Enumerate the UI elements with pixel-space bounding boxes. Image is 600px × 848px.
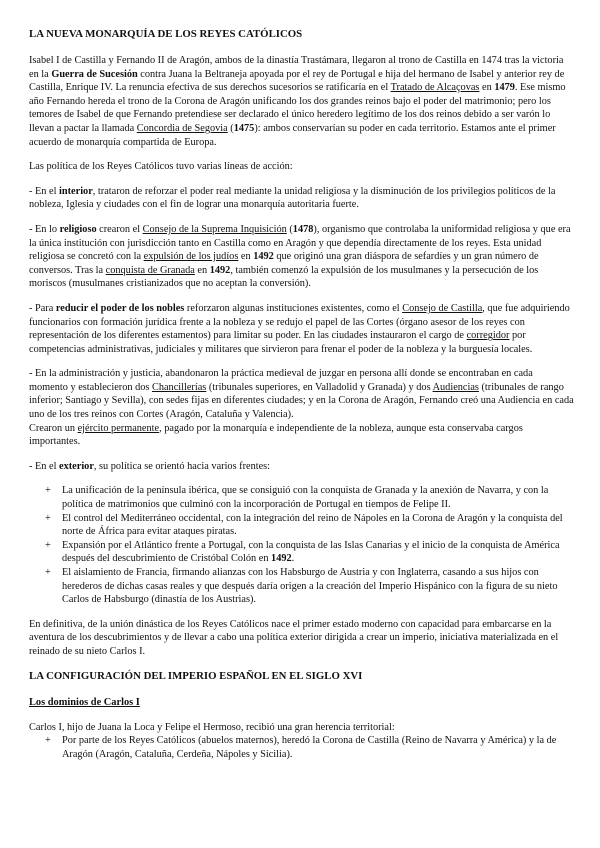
text: , su política se orientó hacia varios frentes:: [93, 460, 271, 472]
bold-text: 1478: [292, 223, 314, 235]
intro-paragraph: [29, 54, 574, 149]
text: en: [194, 264, 210, 276]
text: contra Juana la Beltraneja apoyada por el rey de Portugal e hija del hermano de Isabel y anterior rey de Castilla, Enrique IV. La renuncia efectiva de sus derechos sucesorios se ratificaría en el: [29, 68, 565, 94]
policy-lines-intro: Las política de los Reyes Católicos tuvo varias líneas de acción:: [29, 161, 293, 173]
interior-paragraph: [29, 185, 574, 212]
plus-bullet-icon: +: [45, 735, 51, 747]
underlined-term: Tratado de Alcaçovas: [390, 82, 480, 94]
nobility-paragraph: [29, 302, 574, 356]
text: (tribunales superiores, en Valladolid y Granada) y dos: [206, 381, 433, 393]
list-item-text: Expansión por el Atlántico frente a Portugal, con la conquista de las Islas Canarias y el inicio de la conquista de América después del descubrimiento de Cristóbal Colón en: [62, 539, 560, 565]
list-item-text: El aislamiento de Francia, firmando alianzas con los Habsburgo de Austria y con Inglaterra, casando a sus hijos con herederos de dichas casas reales y que después daría origen a la creación del Imperio Hispánico con la figura de su nieto Carlos de Habsburgo (dinastía de los Austrias).: [62, 567, 558, 606]
text: reforzaron algunas instituciones existentes, como el: [184, 302, 403, 314]
plus-bullet-icon: +: [45, 539, 51, 551]
list-item: [29, 512, 574, 539]
religion-paragraph: [29, 223, 574, 291]
underlined-term: Consejo de Castilla: [402, 302, 483, 314]
exterior-paragraph: [29, 460, 574, 474]
plus-bullet-icon: +: [45, 512, 51, 524]
underlined-term: Audiencias: [432, 381, 479, 393]
underlined-term: Chancillerías: [151, 381, 207, 393]
text: que originó una gran diáspora de sefardíes y un gran número de conversos. Tras la: [29, 251, 539, 276]
subsection-heading: Los dominios de Carlos I: [29, 696, 140, 708]
list-item: [29, 484, 574, 511]
text: Isabel I de Castilla y Fernando II de Aragón, ambos de la dinastía Trastámara, llegaron al trono de Castilla en 1474 tras la victoria en la: [29, 55, 564, 80]
text: , que fue adquiriendo funcionarios con formación jurídica frente a la nobleza y se redujo el papel de las Cortes (órgano asesor de los reyes con representación de los diferentes estamentos) para limitar su poder. En las ciudades instauraron el cargo de: [29, 302, 570, 342]
list-item-text: Por parte de los Reyes Católicos (abuelos maternos), heredó la Corona de Castilla (Reino de Navarra y América) y la de Aragón (Aragón, Cataluña, Cerdeña, Nápoles y Sicilia).: [62, 735, 557, 760]
text: en: [238, 251, 254, 263]
text: - En lo: [29, 223, 60, 235]
list-item: [29, 566, 574, 607]
text: crearon el: [96, 223, 143, 235]
underlined-term: conquista de Granada: [105, 264, 195, 276]
text: en: [479, 82, 495, 94]
plus-bullet-icon: +: [45, 485, 51, 497]
underlined-term: Consejo de la Suprema Inquisición: [142, 223, 287, 235]
bold-text: 1492: [271, 553, 292, 565]
list-item-text: El control del Mediterráneo occidental, con la integración del reino de Nápoles en la Corona de Aragón y la conquista del norte de África para evitar ataques piratas.: [62, 512, 563, 538]
text: , también comenzó la expulsión de los musulmanes y la persecución de los moriscos (musulmanes cristianizados que no aceptan la conversión).: [29, 264, 539, 290]
bold-text: 1475: [233, 122, 255, 134]
list-item: [29, 539, 574, 566]
bold-text: 1492: [209, 264, 231, 276]
exterior-fronts-list: [29, 484, 574, 606]
list-item: [29, 734, 574, 761]
bold-text: reducir el poder de los nobles: [55, 302, 185, 314]
text: (tribunales de rango inferior; Santiago y Sevilla), con sedes fijas en diferentes ciudades; y en la Corona de Aragón, Fernando creó una Audiencia en cada uno de los tres reinos con Cortes (Aragón, Cataluña y Valencia).: [29, 381, 574, 421]
underlined-term: Concordia de Segovia: [136, 122, 228, 134]
inheritance-list: [29, 734, 574, 761]
bold-text: religioso: [59, 223, 97, 235]
page-title: LA NUEVA MONARQUÍA DE LOS REYES CATÓLICOS: [29, 28, 303, 40]
text: - En el: [29, 185, 60, 197]
text: (: [227, 122, 234, 134]
text: , trataron de reforzar el poder real mediante la unidad religiosa y la disminución de los privilegios políticos de la nobleza, Iglesia y ciudades con el fin de lograr una monarquía autoritaria fuerte.: [29, 185, 556, 211]
bold-text: 1492: [253, 251, 274, 263]
underlined-term: expulsión de los judíos: [143, 251, 239, 263]
plus-bullet-icon: +: [45, 567, 51, 578]
text: - En el: [29, 460, 60, 472]
bold-text: 1479: [494, 82, 515, 94]
conclusion-paragraph: En definitiva, de la unión dinástica de los Reyes Católicos nace el primer estado moderno con capacidad para embarcarse en la aventura de los descubrimientos y de llevar a cabo una política exterior dirigida a crear un imperio, iniciativa materializada en el reinado de su nieto Carlos I.: [29, 618, 559, 657]
underlined-term: ejército permanente: [77, 422, 160, 434]
text: ), organismo que controlaba la uniformidad religiosa y que era la única institución con jurisdicción tanto en Castilla como en Aragón y que dependía directamente de los reyes. Esta unidad religiosa se concretó con la: [29, 223, 571, 263]
army-paragraph: [29, 422, 574, 449]
bold-text: exterior: [59, 460, 94, 472]
text: - En la administración y justicia, abandonaron la práctica medieval de juzgar en persona allí donde se encontraban en cada momento y establecieron dos: [29, 368, 533, 393]
list-item-text: .: [291, 553, 295, 565]
bold-text: Guerra de Sucesión: [51, 68, 138, 80]
list-item-text: La unificación de la península ibérica, que se consiguió con la conquista de Granada y la anexión de Navarra, y con la política de matrimonios que culminó con la incorporación de Portugal en tiempos de Felipe II.: [62, 485, 549, 511]
text: Crearon un: [29, 422, 78, 434]
text: . Ese mismo año Fernando hereda el trono de la Corona de Aragón unificando los dos grandes reinos bajo el poder del matrimonio; pero los temores de Isabel de que Fernando pretendiese ser declarado el único heredero legítimo de los dos reinos debido a ser varón lo llevan a pactar la llamada: [29, 82, 566, 134]
text: - Para: [29, 302, 56, 314]
text: por competencias administrativas, judiciales y militares que sirvieron para frenar el poder de la nobleza y la burguesía locales.: [29, 330, 533, 355]
text: (: [286, 223, 293, 235]
justice-paragraph: [29, 367, 574, 421]
text: , pagado por la monarquía e independiente de la nobleza, aunque esta conservaba cargos importantes.: [29, 422, 523, 448]
bold-text: interior: [59, 185, 93, 197]
text: ): ambos conservarían su poder en cada territorio. Estamos ante el primer acuerdo de monarquía compartida de Europa.: [29, 122, 556, 148]
underlined-term: corregidor: [466, 330, 510, 342]
inheritance-paragraph: Carlos I, hijo de Juana la Loca y Felipe el Hermoso, recibió una gran herencia territorial:: [29, 721, 395, 733]
section-heading: LA CONFIGURACIÓN DEL IMPERIO ESPAÑOL EN EL SIGLO XVI: [29, 669, 363, 682]
